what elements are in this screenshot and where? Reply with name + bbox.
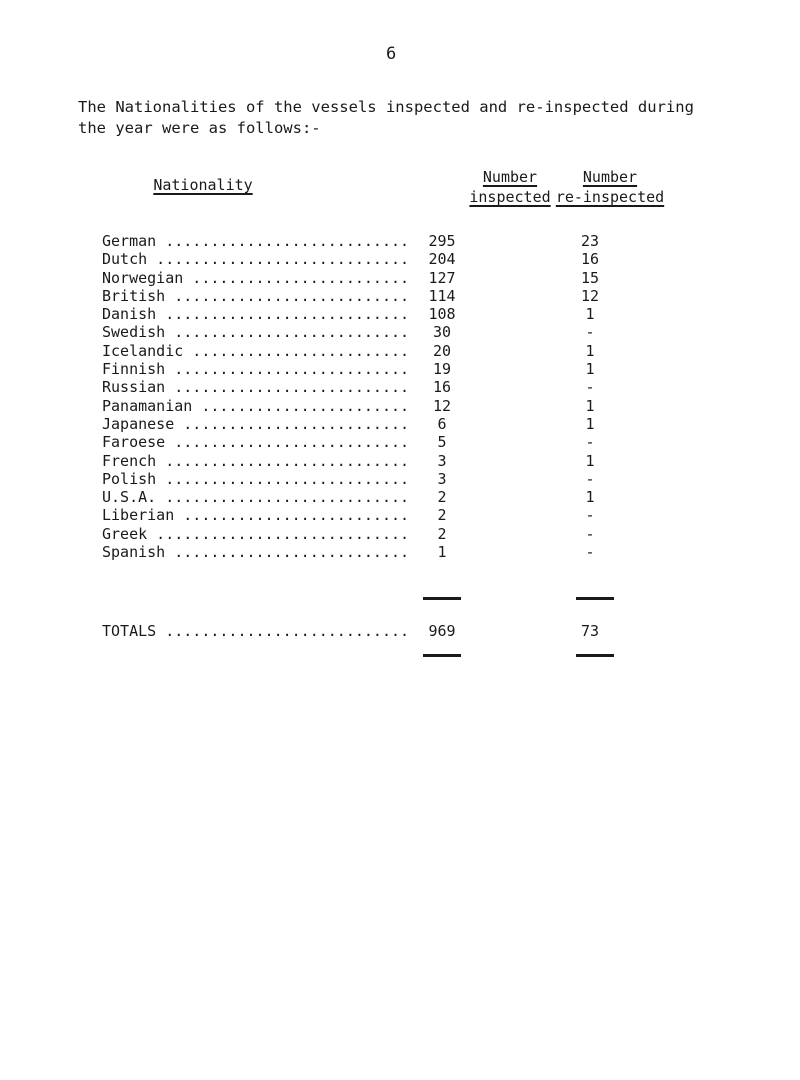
inspected-count: 2 [437,488,447,507]
table-row [102,305,702,323]
reinspected-count: 23 [580,232,600,250]
reinspected-count: - [585,323,595,342]
totals-row [102,621,702,641]
reinspected-total-rule [576,654,614,657]
nationality-name: French ..... [102,452,407,470]
inspected-subtotal-rule [423,597,461,600]
inspected-count: 2 [437,524,447,543]
nationality-name: Faroese ..... [102,433,407,451]
inspected-count: 127 [428,268,456,287]
nationality-name: U.S.A. ..... [102,488,407,506]
inspected-count: 295 [428,232,456,250]
reinspected-subtotal-rule [576,597,614,600]
inspected-count: 16 [432,378,452,397]
page-number: 6 [386,44,397,64]
reinspected-count: 1 [585,414,595,433]
inspected-count: 1 [437,543,447,562]
table-row [102,269,702,287]
table-row [102,433,702,451]
table-row [102,470,702,488]
reinspected-count: - [585,524,595,543]
header-inspected-line-1: Number [482,168,538,186]
nationality-name: Swedish ..... [102,323,407,341]
reinspected-count: - [585,543,595,562]
table-row [102,525,702,543]
nationality-name: German ..... [102,232,407,250]
totals-inspected: 969 [428,622,456,640]
header-reinspected-line-2: re-inspected [555,188,665,206]
table-row [102,323,702,341]
header-reinspected-line-1: Number [582,168,638,186]
inspected-count: 114 [428,286,456,305]
reinspected-count: 15 [580,268,600,287]
reinspected-count: 1 [585,360,595,379]
inspected-count: 30 [432,323,452,342]
table-row [102,452,702,470]
inspected-count: 19 [432,360,452,379]
table-row [102,342,702,360]
inspected-count: 20 [432,341,452,360]
nationality-table [102,232,702,561]
reinspected-count: - [585,469,595,488]
nationality-name: Panamanian ..... [102,397,407,415]
reinspected-count: 1 [585,451,595,470]
reinspected-count: - [585,506,595,525]
table-row [102,378,702,396]
reinspected-count: - [585,433,595,452]
table-row [102,506,702,524]
reinspected-count: 1 [585,341,595,360]
inspected-count: 5 [437,433,447,452]
table-row [102,415,702,433]
intro-line-1: The Nationalities of the vessels inspected and re-inspected during [78,98,694,116]
header-inspected-line-2: inspected [469,188,551,206]
reinspected-count: 1 [585,488,595,507]
table-row [102,232,702,250]
inspected-count: 6 [437,414,447,433]
nationality-name: Polish ..... [102,470,407,488]
table-row [102,287,702,305]
header-nationality [128,175,278,195]
inspected-count: 2 [437,506,447,525]
inspected-total-rule [423,654,461,657]
intro-line-2: the year were as follows:- [78,119,321,137]
table-row [102,397,702,415]
table-row [102,488,702,506]
nationality-name: Dutch ..... [102,250,407,268]
intro-paragraph [78,97,768,139]
nationality-name: Norwegian ..... [102,269,407,287]
inspected-count: 3 [437,451,447,470]
nationality-name: Finnish ..... [102,360,407,378]
nationality-name: Japanese ..... [102,415,407,433]
table-row [102,543,702,561]
nationality-name: British ..... [102,287,407,305]
table-row [102,360,702,378]
totals-reinspected: 73 [580,622,600,640]
reinspected-count: 12 [580,286,600,305]
reinspected-count: - [585,378,595,397]
reinspected-count: 16 [580,250,600,269]
inspected-count: 12 [432,396,452,415]
table-row [102,250,702,268]
reinspected-count: 1 [585,396,595,415]
inspected-count: 204 [428,250,456,269]
nationality-name: Spanish ..... [102,543,407,561]
totals-label: TOTALS ..... [102,621,407,641]
nationality-name: Danish ..... [102,305,407,323]
inspected-count: 108 [428,305,456,324]
nationality-name: Liberian ..... [102,506,407,524]
inspected-count: 3 [437,469,447,488]
nationality-name: Russian ..... [102,378,407,396]
nationality-name: Icelandic ..... [102,342,407,360]
nationality-name: Greek ..... [102,525,407,543]
header-nationality-label: Nationality [153,176,253,194]
reinspected-count: 1 [585,305,595,324]
header-number-reinspected [515,167,705,207]
